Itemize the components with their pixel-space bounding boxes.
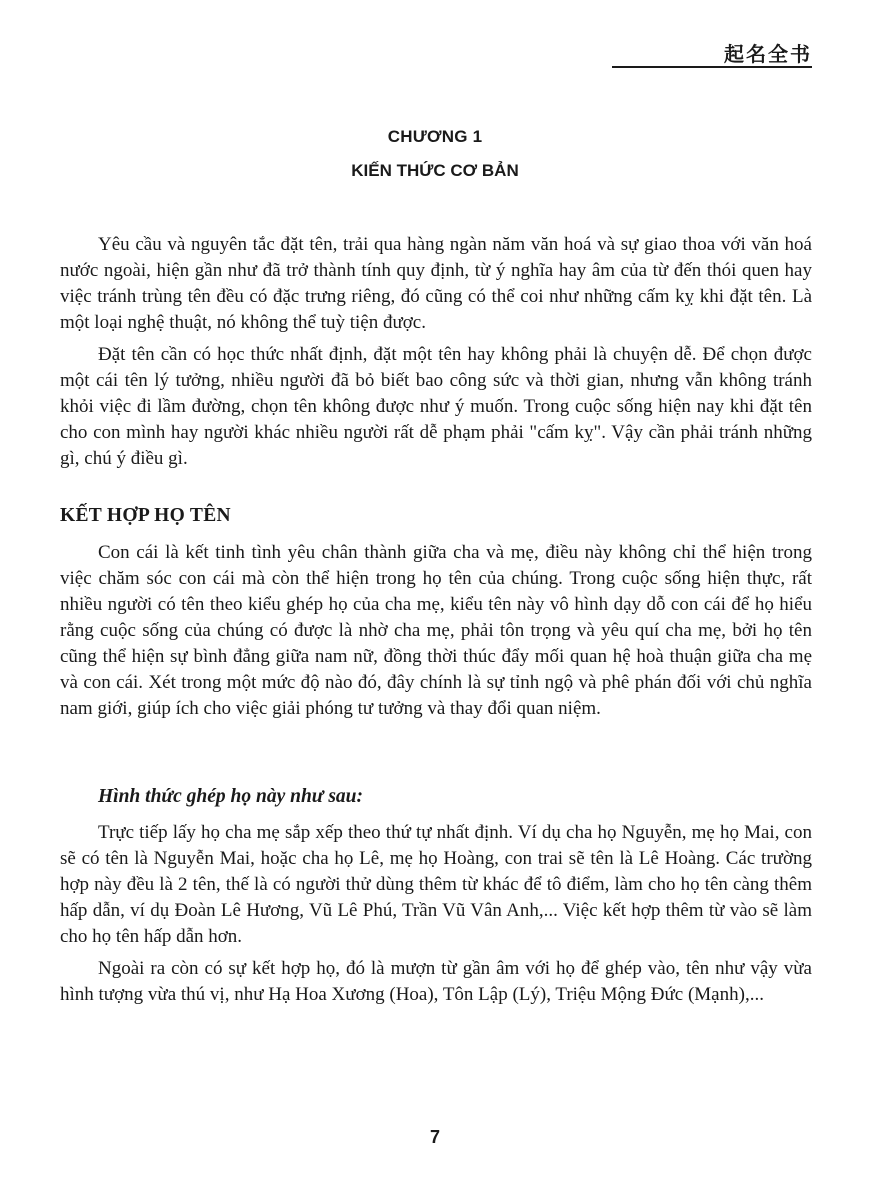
chapter-number: CHƯƠNG 1 — [387, 127, 483, 146]
intro-paragraph-1: Yêu cầu và nguyên tắc đặt tên, trải qua hàng ngàn năm văn hoá và sự giao thoa với văn hoá nước ngoài, hiện gần như đã trở thành tính quy định, từ ý nghĩa hay âm của từ đến thói quen hay việc tránh trùng tên đều có đặc trưng riêng, đó cũng có thể coi như những cấm kỵ khi đặt tên. Là một loại nghệ thuật, nó không thể tuỳ tiện được. — [60, 234, 812, 333]
section-heading: KẾT HỢP HỌ TÊN — [60, 505, 231, 526]
section-paragraph: Con cái là kết tinh tình yêu chân thành giữa cha và mẹ, điều này không chỉ thể hiện trong việc chăm sóc con cái mà còn thể hiện trong họ tên của chúng. Trong cuộc sống hiện thực, rất nhiều người có tên theo kiểu ghép họ của cha mẹ, kiểu tên này vô hình dạy dỗ con cái để họ hiểu rằng cuộc sống của chúng có được là nhờ cha mẹ, phải tôn trọng và yêu quí cha mẹ, bởi họ tên cũng thể hiện sự bình đẳng giữa nam nữ, đồng thời thúc đẩy mối quan hệ hoà thuận giữa cha mẹ và con cái. Xét trong một mức độ nào đó, đây chính là sự tỉnh ngộ và phê phán đối với chủ nghĩa nam giới, giúp ích cho việc giải phóng tư tưởng và thay đổi quan niệm. — [60, 542, 812, 719]
chapter-title: KIẾN THỨC CƠ BẢN — [351, 161, 519, 180]
running-header: 起名全书 — [724, 42, 812, 66]
header-rule — [612, 66, 812, 68]
subsection-paragraph-1: Trực tiếp lấy họ cha mẹ sắp xếp theo thứ tự nhất định. Ví dụ cha họ Nguyễn, mẹ họ Mai, con sẽ có tên là Nguyễn Mai, hoặc cha họ Lê, mẹ họ Hoàng, con trai sẽ tên là Lê Hoàng. Các trường hợp này đều là 2 tên, thế là có người thử dùng thêm từ khác để tô điểm, làm cho họ tên càng thêm hấp dẫn, ví dụ Đoàn Lê Hương, Vũ Lê Phú, Trần Vũ Vân Anh,... Việc kết hợp thêm từ vào sẽ làm cho họ tên hấp dẫn hơn. — [60, 822, 812, 947]
subsection-heading: Hình thức ghép họ này như sau: — [98, 786, 364, 807]
subsection-paragraph-2: Ngoài ra còn có sự kết hợp họ, đó là mượn từ gần âm với họ để ghép vào, tên như vậy vừa hình tượng vừa thú vị, như Hạ Hoa Xương (Hoa), Tôn Lập (Lý), Triệu Mộng Đức (Mạnh),... — [60, 958, 812, 1005]
intro-paragraph-2: Đặt tên cần có học thức nhất định, đặt một tên hay không phải là chuyện dễ. Để chọn được một cái tên lý tưởng, nhiều người đã bỏ biết bao công sức và thời gian, nhưng vẫn không tránh khỏi việc đi lầm đường, chọn tên không được như ý muốn. Trong cuộc sống hiện nay khi đặt tên cho con mình hay người khác nhiều người rất dễ phạm phải "cấm kỵ". Vậy cần phải tránh những gì, chú ý điều gì. — [60, 344, 812, 469]
page-number: 7 — [429, 1127, 440, 1147]
